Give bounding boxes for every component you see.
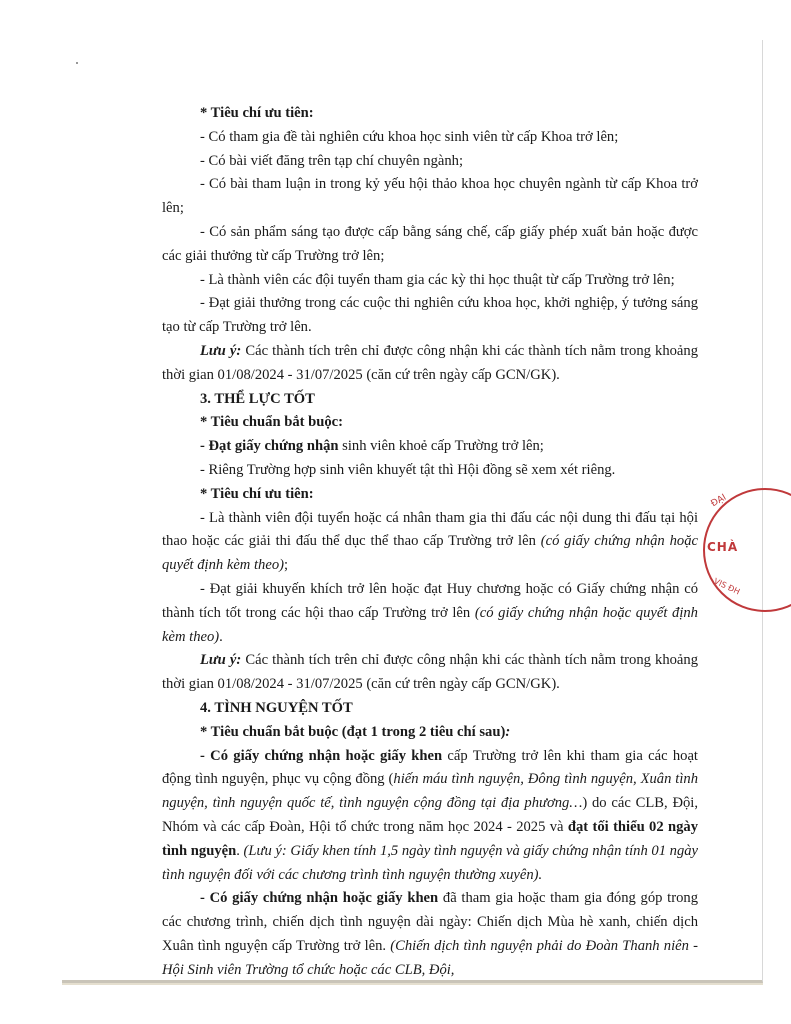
mandatory-item: - Đạt giấy chứng nhận sinh viên khoẻ cấp Trường trở lên; [200,438,544,455]
mandatory-item: - Có giấy chứng nhận hoặc giấy khen đã tham gia hoặc tham gia đóng góp trong các chương trình, chiến dịch tình nguyện dài ngày: Chiến dịch Mùa hè xanh, chiến dịch Xuân tình nguyện cấp Trường trở lên. (Chiến dịch tình nguyện phải do Đoàn Thanh niên - Hội Sinh viên Trường tổ chức hoặc các CLB, Đội, [162,890,698,978]
priority-heading: * Tiêu chí ưu tiên: [200,485,314,502]
note-paragraph: Lưu ý: Các thành tích trên chỉ được công nhận khi các thành tích nằm trong khoảng thời gian 01/08/2024 - 31/07/2025 (căn cứ trên ngày cấp GCN/GK). [162,652,698,693]
note-label: Lưu ý: [200,652,242,669]
priority-item: - Là thành viên các đội tuyển tham gia các kỳ thi học thuật từ cấp Trường trở lên; [200,271,675,288]
priority-item: - Có bài viết đăng trên tạp chí chuyên ngành; [200,152,464,169]
priority-item: - Là thành viên đội tuyển hoặc cá nhân tham gia thi đấu các nội dung thi đấu tại hội thao hoặc các giải thi đấu thể dục thể thao cấp Trường trở lên (có giấy chứng nhận hoặc quyết định kèm theo); [162,509,698,574]
scan-speck [76,62,78,64]
priority-heading: * Tiêu chí ưu tiên: [200,105,314,121]
mandatory-item: - Riêng Trường hợp sinh viên khuyết tật thì Hội đồng sẽ xem xét riêng. [200,461,616,478]
section-3-title: 3. THỂ LỰC TỐT [200,390,315,407]
mandatory-item: - Có giấy chứng nhận hoặc giấy khen cấp Trường trở lên khi tham gia các hoạt động tình nguyện, phục vụ cộng đồng (hiến máu tình nguyện, Đông tình nguyện, Xuân tình nguyện, tình nguyện quốc tế, tình nguyện cộng đồng tại địa phương…) do các CLB, Đội, Nhóm và các cấp Đoàn, Hội tổ chức trong năm học 2024 - 2025 và đạt tối thiểu 02 ngày tình nguyện. (Lưu ý: Giấy khen tính 1,5 ngày tình nguyện và giấy chứng nhận tính 01 ngày tình nguyện đối với các chương trình tình nguyện thường xuyên). [162,747,699,883]
document-body [162,102,698,982]
priority-item: - Có sản phẩm sáng tạo được cấp bằng sáng chế, cấp giấy phép xuất bản hoặc được các giải thưởng từ cấp Trường trở lên; [162,223,698,264]
priority-item: - Có bài tham luận in trong kỷ yếu hội thảo khoa học chuyên ngành từ cấp Khoa trở lên; [162,176,698,217]
priority-item: - Có tham gia đề tài nghiên cứu khoa học sinh viên từ cấp Khoa trở lên; [200,128,619,145]
red-seal-stamp: ĐẠI CHÀ VIS ĐH [703,488,791,612]
mandatory-heading: * Tiêu chuẩn bắt buộc (đạt 1 trong 2 tiêu chí sau): [200,723,511,740]
note-paragraph: Lưu ý: Các thành tích trên chỉ được công nhận khi các thành tích nằm trong khoảng thời gian 01/08/2024 - 31/07/2025 (căn cứ trên ngày cấp GCN/GK). [162,342,698,383]
note-label: Lưu ý: [200,342,242,359]
priority-item: - Đạt giải khuyến khích trở lên hoặc đạt Huy chương hoặc có Giấy chứng nhận có thành tích tốt trong các hội thao cấp Trường trở lên (có giấy chứng nhận hoặc quyết định kèm theo). [162,580,698,645]
mandatory-heading: * Tiêu chuẩn bắt buộc: [200,414,344,431]
section-4-title: 4. TÌNH NGUYỆN TỐT [200,699,353,716]
priority-item: - Đạt giải thưởng trong các cuộc thi nghiên cứu khoa học, khởi nghiệp, ý tưởng sáng tạo từ cấp Trường trở lên. [162,295,698,336]
